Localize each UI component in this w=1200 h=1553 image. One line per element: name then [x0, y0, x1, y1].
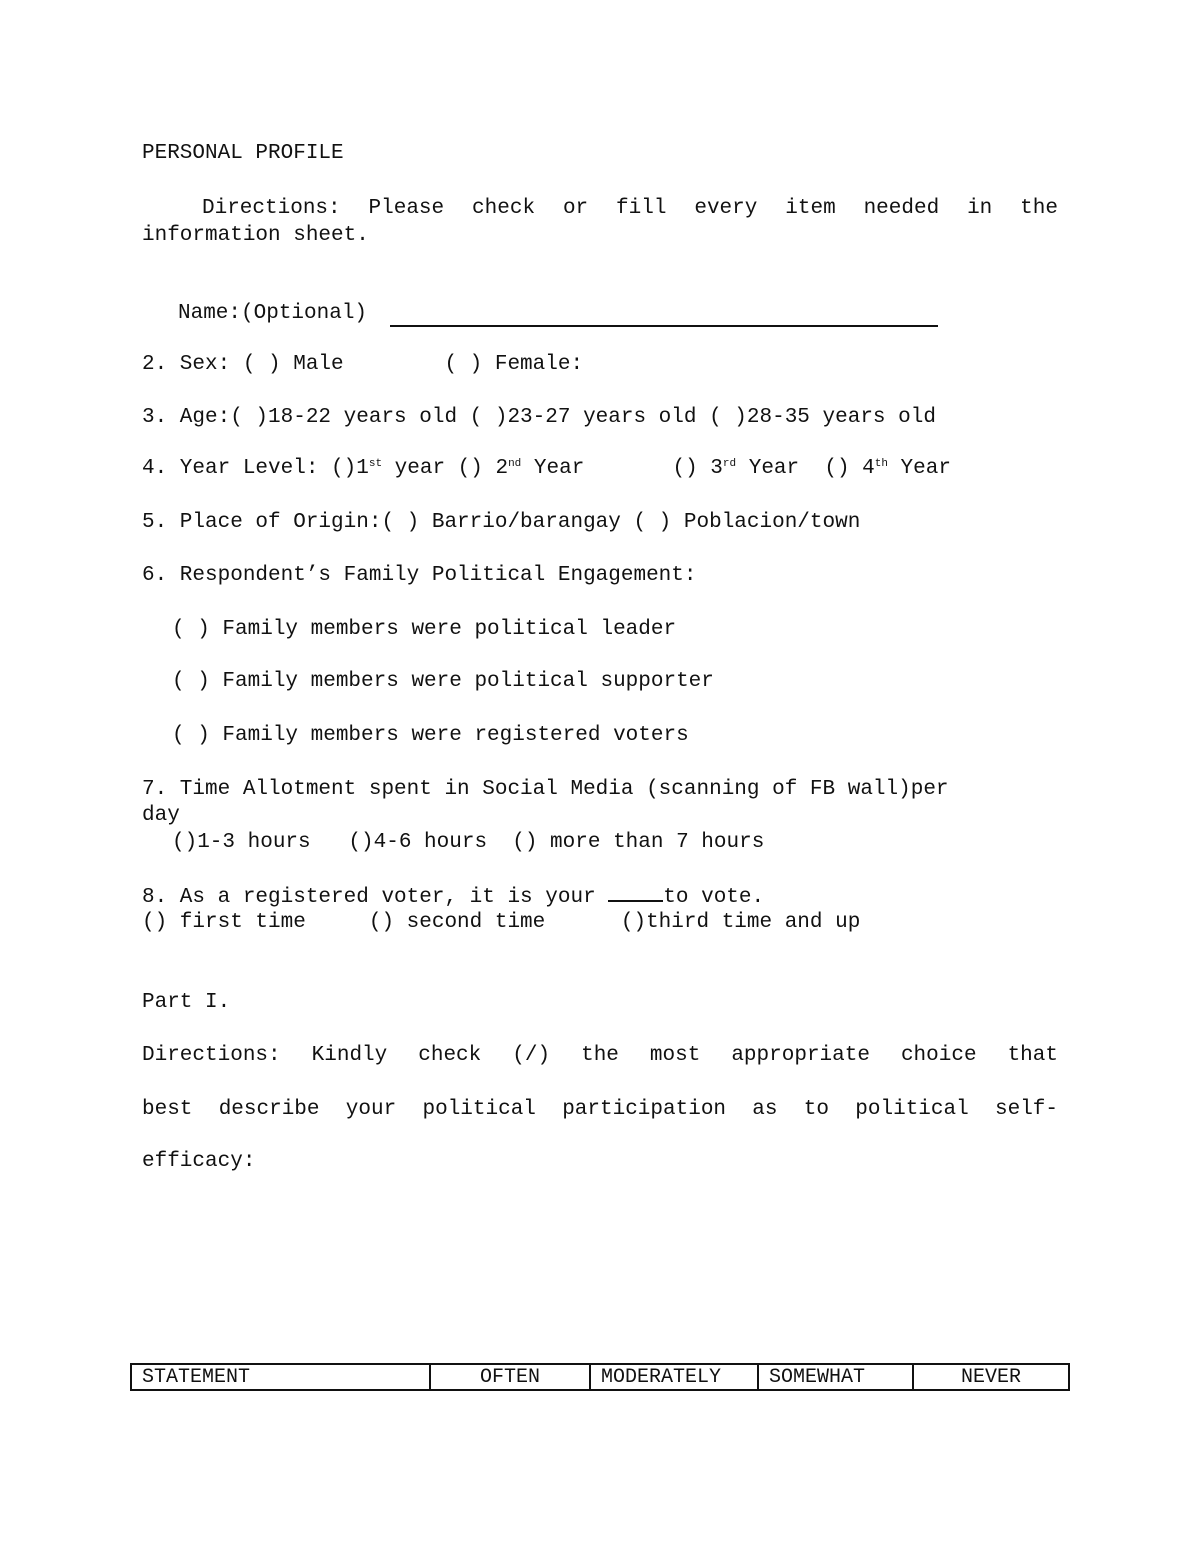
- ratings-table: [130, 1363, 1070, 1391]
- column-header-moderately: MODERATELY: [590, 1364, 758, 1390]
- column-header-never: NEVER: [913, 1364, 1069, 1390]
- family-engagement-heading: 6. Respondent’s Family Political Engagement:: [142, 564, 697, 587]
- part-directions-line: efficacy:: [142, 1150, 256, 1173]
- time-allotment-question-cont: day: [142, 804, 180, 827]
- ordinal-sup: rd: [722, 458, 737, 470]
- sex-item: 2. Sex: ( ) Male ( ) Female:: [142, 353, 584, 376]
- voter-question-text: 8. As a registered voter, it is your: [142, 886, 609, 909]
- family-option: ( ) Family members were political leader: [172, 618, 677, 641]
- voter-question-text: to vote.: [663, 886, 765, 909]
- place-of-origin-item: 5. Place of Origin:( ) Barrio/barangay ( ) Poblacion/town: [142, 511, 861, 534]
- year-level-text: year () 2: [382, 457, 509, 480]
- name-blank-field[interactable]: [390, 325, 938, 327]
- column-header-somewhat: SOMEWHAT: [758, 1364, 913, 1390]
- ordinal-sup: nd: [508, 458, 522, 470]
- table-header-row: [131, 1364, 1069, 1390]
- form-title: PERSONAL PROFILE: [142, 142, 344, 165]
- part-directions-line: best describe your political participation as to political self-: [142, 1098, 1058, 1121]
- year-level-text: 4. Year Level: ()1: [142, 457, 369, 480]
- family-option: ( ) Family members were political supporter: [172, 670, 714, 693]
- year-level-text: Year () 4: [736, 457, 875, 480]
- voter-question: [142, 884, 764, 911]
- year-level-text: Year: [887, 457, 951, 480]
- voter-blank-field[interactable]: [608, 884, 663, 902]
- year-level-text: Year () 3: [521, 457, 723, 480]
- part-directions-line: Directions: Kindly check (/) the most appropriate choice that: [142, 1044, 1058, 1067]
- age-item: 3. Age:( )18-22 years old ( )23-27 years old ( )28-35 years old: [142, 406, 936, 429]
- column-header-statement: STATEMENT: [131, 1364, 430, 1390]
- part-heading: Part I.: [142, 991, 231, 1014]
- directions-text: Directions: Please check or fill every item needed in the information sheet.: [142, 197, 1058, 247]
- family-option: ( ) Family members were registered voters: [172, 724, 689, 747]
- name-label: Name:(Optional): [178, 302, 368, 325]
- ordinal-sup: st: [368, 458, 383, 470]
- column-header-often: OFTEN: [430, 1364, 590, 1390]
- time-allotment-question: 7. Time Allotment spent in Social Media (scanning of FB wall)per: [142, 778, 949, 801]
- year-level-item: [142, 456, 951, 482]
- time-allotment-options: ()1-3 hours ()4-6 hours () more than 7 hours: [172, 831, 765, 854]
- ordinal-sup: th: [874, 458, 888, 470]
- voter-options: () first time () second time ()third time and up: [142, 911, 861, 934]
